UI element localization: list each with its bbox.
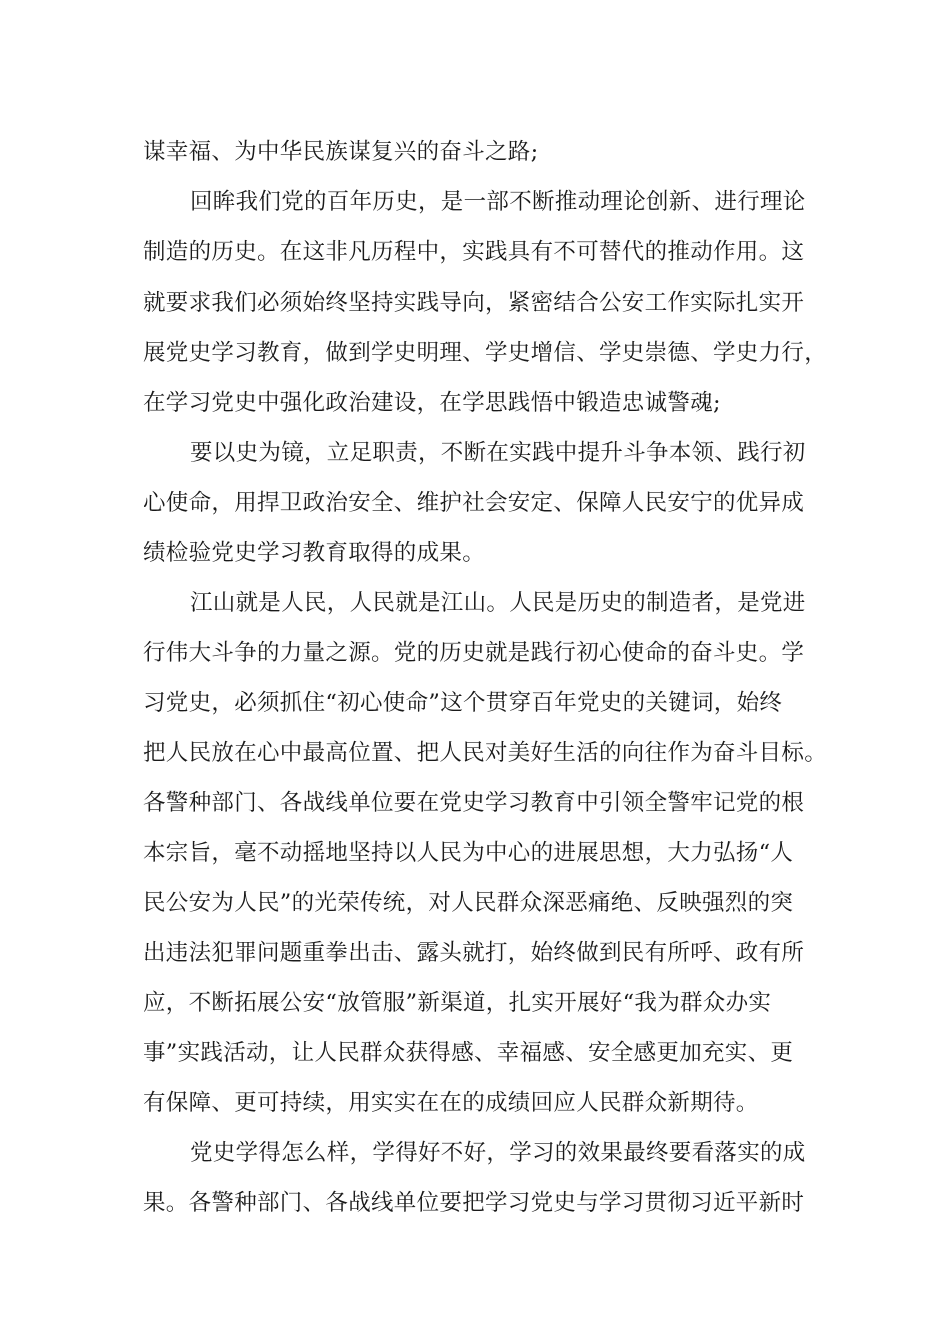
text-line-22: 果。各警种部门、各战线单位要把学习党史与学习贯彻习近平新时 xyxy=(143,1190,805,1216)
text-line-4: 就要求我们必须始终坚持实践导向，紧密结合公安工作实际扎实开 xyxy=(143,290,805,316)
text-line-10: 江山就是人民，人民就是江山。人民是历史的制造者，是党进 xyxy=(190,590,806,616)
text-line-20: 有保障、更可持续，用实实在在的成绩回应人民群众新期待。 xyxy=(143,1090,759,1116)
text-line-12: 习党史，必须抓住“初心使命”这个贯穿百年党史的关键词，始终 xyxy=(143,690,783,716)
text-line-18: 应，不断拓展公安“放管服”新渠道，扎实开展好“我为群众办实 xyxy=(143,990,772,1016)
text-line-5: 展党史学习教育，做到学史明理、学史增信、学史崇德、学史力行， xyxy=(143,340,828,366)
text-line-21: 党史学得怎么样，学得好不好，学习的效果最终要看落实的成 xyxy=(190,1140,806,1166)
text-line-15: 本宗旨，毫不动摇地坚持以人民为中心的进展思想，大力弘扬“人 xyxy=(143,840,794,866)
text-line-17: 出违法犯罪问题重拳出击、露头就打，始终做到民有所呼、政有所 xyxy=(143,940,805,966)
text-line-9: 绩检验党史学习教育取得的成果。 xyxy=(143,540,486,566)
text-line-3: 制造的历史。在这非凡历程中，实践具有不可替代的推动作用。这 xyxy=(143,239,805,265)
text-line-16: 民公安为人民”的光荣传统，对人民群众深恶痛绝、反映强烈的突 xyxy=(143,890,794,916)
text-line-6: 在学习党史中强化政治建设，在学思践悟中锻造忠诚警魂; xyxy=(143,390,721,416)
text-line-14: 各警种部门、各战线单位要在党史学习教育中引领全警牢记党的根 xyxy=(143,790,805,816)
text-line-1: 谋幸福、为中华民族谋复兴的奋斗之路; xyxy=(143,139,539,165)
text-line-11: 行伟大斗争的力量之源。党的历史就是践行初心使命的奋斗史。学 xyxy=(143,640,805,666)
text-line-7: 要以史为镜，立足职责，不断在实践中提升斗争本领、践行初 xyxy=(190,440,806,466)
text-line-19: 事”实践活动，让人民群众获得感、幸福感、安全感更加充实、更 xyxy=(143,1040,794,1066)
text-line-8: 心使命，用捍卫政治安全、维护社会安定、保障人民安宁的优异成 xyxy=(143,490,805,516)
text-line-13: 把人民放在心中最高位置、把人民对美好生活的向往作为奋斗目标。 xyxy=(143,740,828,766)
text-line-2: 回眸我们党的百年历史，是一部不断推动理论创新、进行理论 xyxy=(190,189,806,215)
